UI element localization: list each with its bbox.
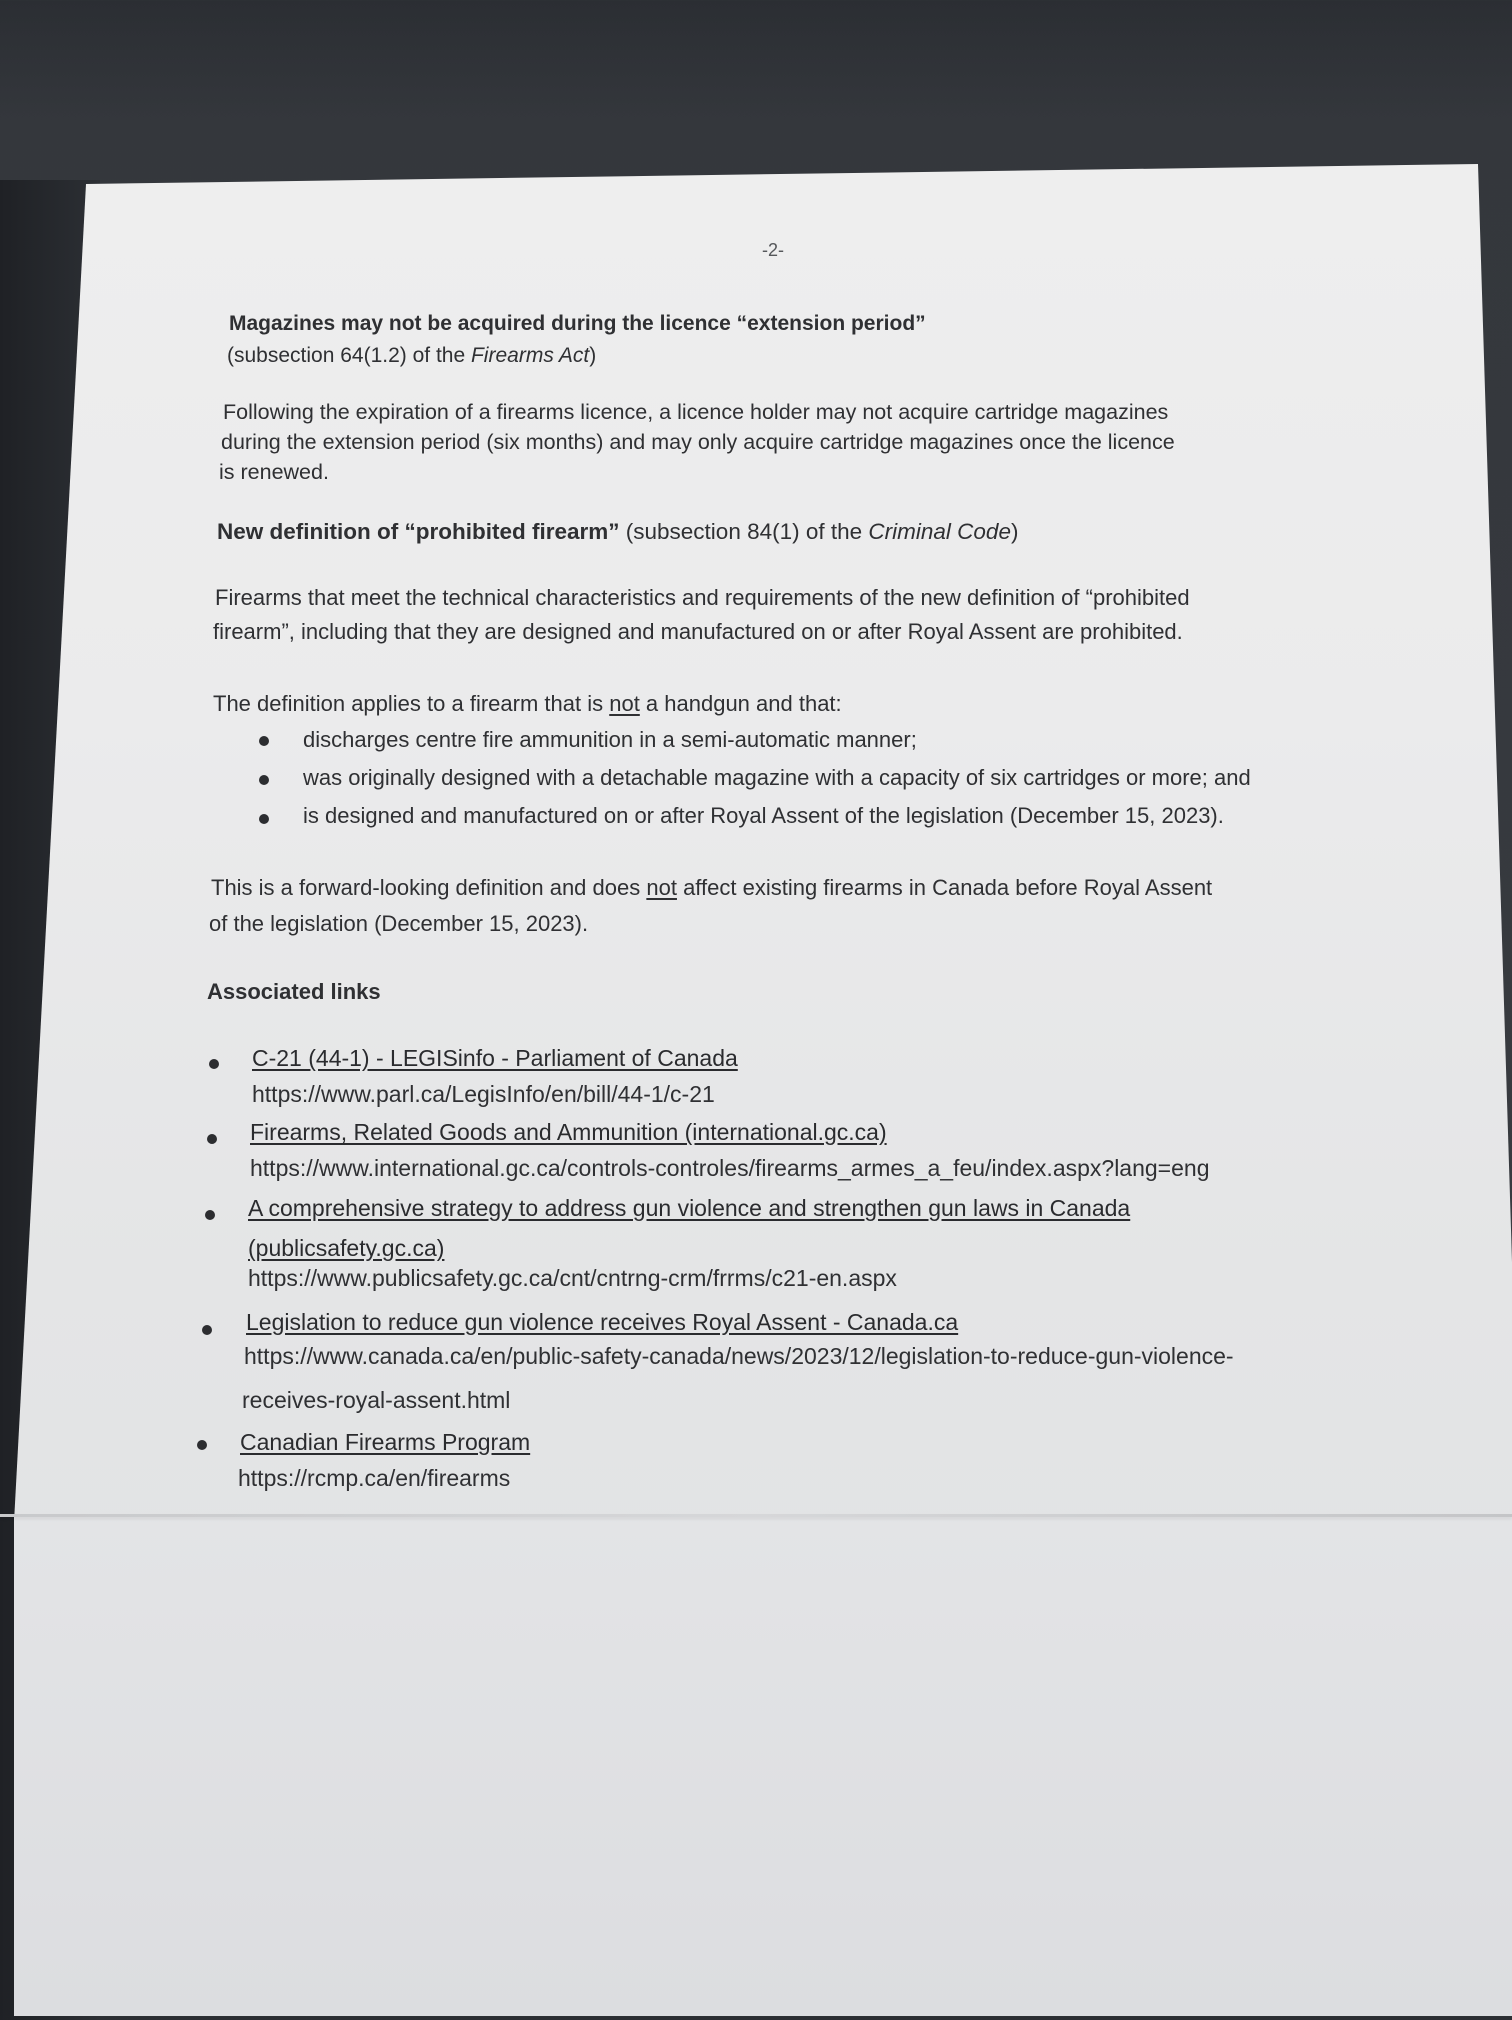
link-url: https://rcmp.ca/en/firearms — [238, 1465, 511, 1491]
paragraph-line: is renewed. — [219, 460, 329, 484]
link-rcmp[interactable]: Canadian Firearms Program — [240, 1429, 531, 1455]
link-url: https://www.international.gc.ca/controls-controles/firearms_armes_a_feu/index.aspx?lang=eng — [250, 1155, 1210, 1181]
definition-note-line: This is a forward-looking definition and does not affect existing firearms in Canada before Royal Assent — [211, 875, 1213, 900]
link-legisinfo[interactable]: C-21 (44-1) - LEGISinfo - Parliament of Canada — [252, 1045, 738, 1071]
paragraph-line: firearm”, including that they are designed and manufactured on or after Royal Assent are prohibited. — [213, 619, 1183, 644]
link-publicsafety-continued[interactable]: (publicsafety.gc.ca) — [248, 1235, 445, 1261]
link-canada-ca[interactable]: Legislation to reduce gun violence receives Royal Assent - Canada.ca — [246, 1309, 959, 1335]
bullet-icon — [197, 1440, 207, 1450]
section-heading-magazines: Magazines may not be acquired during the licence “extension period” — [229, 312, 926, 335]
link-url: https://www.publicsafety.gc.ca/cnt/cntrng-crm/frrms/c21-en.aspx — [248, 1265, 897, 1291]
page-number: -2- — [762, 240, 784, 260]
paragraph-line: during the extension period (six months) and may only acquire cartridge magazines once the licence — [221, 430, 1175, 454]
link-url: https://www.parl.ca/LegisInfo/en/bill/44-1/c-21 — [252, 1081, 715, 1107]
criteria-item: was originally designed with a detachable magazine with a capacity of six cartridges or more; and — [303, 765, 1251, 790]
bullet-icon — [202, 1325, 212, 1335]
section-heading-prohibited-firearm: New definition of “prohibited firearm” (subsection 84(1) of the Criminal Code) — [217, 519, 1019, 544]
definition-intro: The definition applies to a firearm that is not a handgun and that: — [213, 691, 842, 716]
link-publicsafety[interactable]: A comprehensive strategy to address gun violence and strengthen gun laws in Canada — [248, 1195, 1131, 1221]
criteria-item: is designed and manufactured on or after Royal Assent of the legislation (December 15, 2023). — [303, 803, 1224, 828]
associated-links-heading: Associated links — [207, 979, 381, 1004]
bullet-icon — [259, 814, 269, 824]
link-url: receives-royal-assent.html — [242, 1387, 511, 1413]
criteria-item: discharges centre fire ammunition in a semi-automatic manner; — [303, 727, 917, 752]
bullet-icon — [205, 1210, 215, 1220]
definition-note-line: of the legislation (December 15, 2023). — [209, 911, 589, 936]
bullet-icon — [209, 1059, 219, 1069]
bullet-icon — [207, 1134, 217, 1144]
bullet-icon — [259, 775, 269, 785]
link-url: https://www.canada.ca/en/public-safety-canada/news/2023/12/legislation-to-reduce-gun-violence- — [244, 1343, 1234, 1369]
link-international-gc[interactable]: Firearms, Related Goods and Ammunition (international.gc.ca) — [250, 1119, 887, 1145]
paragraph-line: Firearms that meet the technical characteristics and requirements of the new definition of “prohibited — [215, 585, 1190, 610]
bullet-icon — [259, 736, 269, 746]
paragraph-line: Following the expiration of a firearms licence, a licence holder may not acquire cartridge magazines — [223, 400, 1169, 424]
section-subheading-magazines: (subsection 64(1.2) of the Firearms Act) — [227, 344, 597, 367]
